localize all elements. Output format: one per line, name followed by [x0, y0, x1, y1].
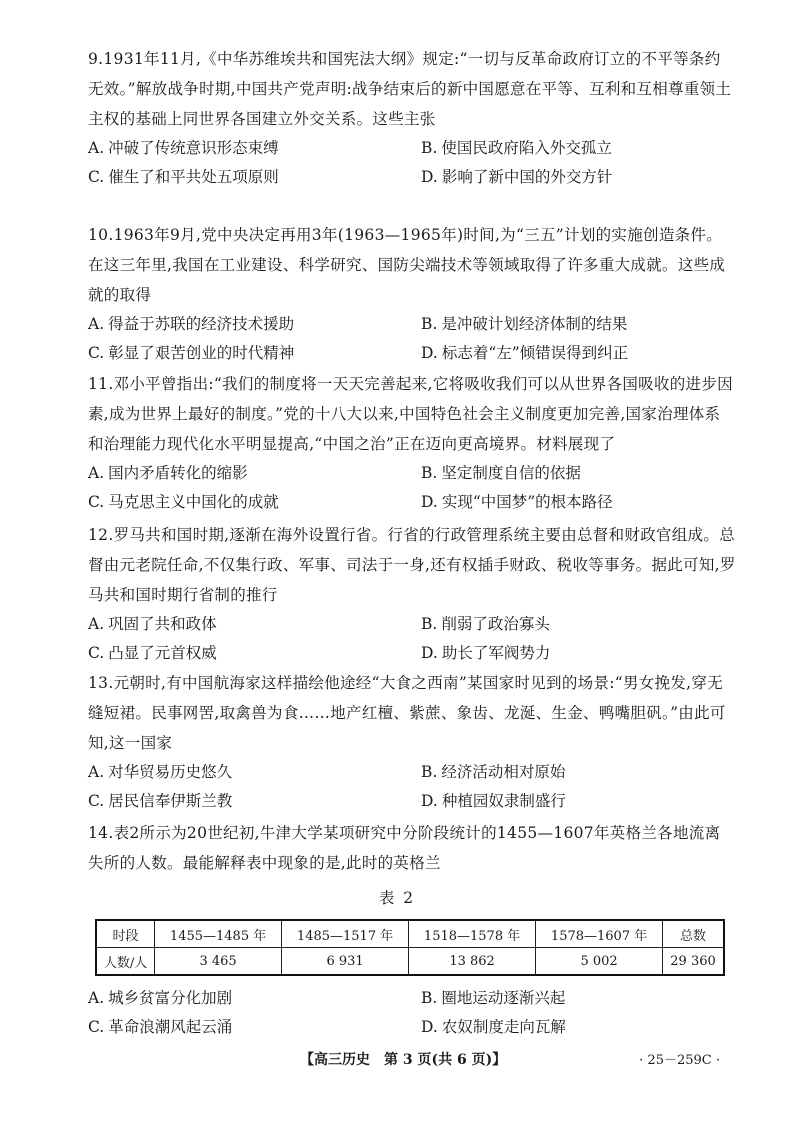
option-label: A. — [88, 989, 105, 1007]
table-header-cell: 1485—1517 年 — [282, 920, 409, 948]
option-text: 居民信奉伊斯兰教 — [108, 792, 233, 810]
question-number: 9. — [88, 50, 104, 68]
option-label: A. — [88, 315, 105, 333]
option-text: 经济活动相对原始 — [441, 763, 566, 781]
option-text: 坚定制度自信的依据 — [441, 464, 581, 482]
question-text: 邓小平曾指出:“我们的制度将一天天完善起来,它将吸收我们可以从世界各国吸收的进步因素,成为世界上最好的制度。”党的十八大以来,中国特色社会主义制度更加完善,国家治理体系和治理能力现代化水平明显提高,“中国之治”正在迈向更高境界。材料展现了 — [88, 375, 733, 453]
option-text: 削弱了政治寡头 — [441, 615, 550, 633]
option-label: C. — [88, 493, 105, 511]
option-a — [88, 758, 232, 787]
option-c — [88, 163, 279, 192]
option-b — [421, 310, 627, 339]
table-cell: 3 465 — [155, 948, 282, 976]
option-label: D. — [421, 1018, 438, 1036]
table-cell: 13 862 — [409, 948, 536, 976]
option-a — [88, 984, 232, 1013]
question-11 — [88, 369, 736, 517]
option-b — [421, 984, 565, 1013]
question-13 — [88, 668, 736, 816]
option-label: D. — [421, 644, 438, 662]
question-text: 1963年9月,党中央决定再用3年(1963—1965年)时间,为“三五”计划的实施创造条件。在这三年里,我国在工业建设、科学研究、国防尖端技术等领域取得了许多重大成就。这些成就的取得 — [88, 226, 726, 304]
option-d — [421, 639, 550, 668]
question-stem — [88, 220, 736, 310]
option-text: 是冲破计划经济体制的结果 — [441, 315, 628, 333]
option-b — [421, 134, 612, 163]
table-cell: 29 360 — [663, 948, 724, 976]
option-d — [421, 787, 566, 816]
option-b — [421, 459, 581, 488]
option-label: B. — [421, 315, 438, 333]
table-header-cell: 时段 — [96, 920, 155, 948]
question-9 — [88, 44, 736, 192]
option-b — [421, 610, 550, 639]
question-10 — [88, 220, 736, 368]
option-c — [88, 1013, 232, 1042]
question-number: 10. — [88, 226, 114, 244]
question-stem — [88, 818, 736, 878]
option-text: 使国民政府陷入外交孤立 — [441, 139, 612, 157]
option-text: 革命浪潮风起云涌 — [108, 1018, 233, 1036]
question-text: 元朝时,有中国航海家这样描绘他途经“大食之西南”某国家时见到的场景:“男女挽发,穿无缝短裙。民事网罟,取禽兽为食……地产红檀、紫蔗、象齿、龙涎、生金、鸭嘴胆矾。”由此可知,这一国家 — [88, 674, 726, 752]
option-c — [88, 488, 279, 517]
option-label: C. — [88, 1018, 105, 1036]
option-label: D. — [421, 493, 438, 511]
option-label: C. — [88, 792, 105, 810]
option-a — [88, 610, 217, 639]
question-stem — [88, 369, 736, 459]
option-text: 助长了军阀势力 — [441, 644, 551, 662]
table-header-cell: 1455—1485 年 — [155, 920, 282, 948]
table-cell: 5 002 — [536, 948, 663, 976]
option-text: 彰显了艰苦创业的时代精神 — [108, 344, 295, 362]
page-footer-info: 【高三历史 第 3 页(共 6 页)】 — [300, 1052, 507, 1068]
option-label: A. — [88, 763, 105, 781]
question-14-options — [88, 984, 736, 1042]
option-label: A. — [88, 615, 105, 633]
options — [88, 310, 736, 368]
table-cell: 人数/人 — [96, 948, 155, 976]
option-label: B. — [421, 464, 438, 482]
option-label: C. — [88, 344, 105, 362]
option-d — [421, 339, 628, 368]
option-text: 圈地运动逐渐兴起 — [441, 989, 566, 1007]
options — [88, 984, 736, 1042]
question-14 — [88, 818, 736, 878]
option-label: B. — [421, 615, 438, 633]
option-text: 凸显了元首权威 — [108, 644, 217, 662]
table-header-cell: 1578—1607 年 — [536, 920, 663, 948]
table-caption: 表 2 — [378, 889, 416, 907]
options — [88, 459, 736, 517]
option-c — [88, 787, 232, 816]
question-stem — [88, 668, 736, 758]
table-header-cell: 1518—1578 年 — [409, 920, 536, 948]
option-a — [88, 134, 279, 163]
option-label: C. — [88, 644, 105, 662]
option-text: 马克思主义中国化的成就 — [108, 493, 279, 511]
option-text: 国内矛盾转化的缩影 — [108, 464, 248, 482]
option-label: C. — [88, 168, 105, 186]
option-c — [88, 639, 217, 668]
option-text: 影响了新中国的外交方针 — [441, 168, 613, 186]
question-text: 表2所示为20世纪初,牛津大学某项研究中分阶段统计的1455—1607年英格兰各地流离失所的人数。最能解释表中现象的是,此时的英格兰 — [88, 824, 721, 872]
option-text: 巩固了共和政体 — [108, 615, 217, 633]
question-number: 13. — [88, 674, 114, 692]
option-text: 催生了和平共处五项原则 — [108, 168, 279, 186]
option-c — [88, 339, 294, 368]
option-label: D. — [421, 168, 438, 186]
table-header-cell: 总数 — [663, 920, 724, 948]
option-d — [421, 163, 612, 192]
question-text: 1931年11月,《中华苏维埃共和国宪法大纲》规定:“一切与反革命政府订立的不平等条约无效。”解放战争时期,中国共产党声明:战争结束后的新中国愿意在平等、互利和互相尊重领土主权的基础上同世界各国建立外交关系。这些主张 — [88, 50, 732, 128]
option-text: 对华贸易历史悠久 — [108, 763, 233, 781]
question-number: 14. — [88, 824, 114, 842]
option-text: 农奴制度走向瓦解 — [441, 1018, 566, 1036]
table-header-row — [96, 920, 724, 948]
question-stem — [88, 44, 736, 134]
options — [88, 758, 736, 816]
table-cell: 6 931 — [282, 948, 409, 976]
option-text: 得益于苏联的经济技术援助 — [108, 315, 295, 333]
question-stem — [88, 520, 736, 610]
table-row — [96, 948, 724, 976]
option-text: 标志着“左”倾错误得到纠正 — [441, 344, 629, 362]
option-d — [421, 488, 613, 517]
question-text: 罗马共和国时期,逐渐在海外设置行省。行省的行政管理系统主要由总督和财政官组成。总督由元老院任命,不仅集行政、军事、司法于一身,还有权插手财政、税收等事务。据此可知,罗马共和国时期行省制的推行 — [88, 526, 736, 604]
option-text: 城乡贫富分化加剧 — [108, 989, 233, 1007]
question-number: 11. — [88, 375, 114, 393]
options — [88, 134, 736, 192]
option-b — [421, 758, 565, 787]
option-label: A. — [88, 139, 105, 157]
paper-code: · 25－259C · — [639, 1053, 720, 1068]
table-2 — [95, 919, 725, 976]
option-text: 冲破了传统意识形态束缚 — [108, 139, 279, 157]
option-label: D. — [421, 344, 438, 362]
options — [88, 610, 736, 668]
option-d — [421, 1013, 566, 1042]
option-label: B. — [421, 989, 438, 1007]
option-label: D. — [421, 792, 438, 810]
question-12 — [88, 520, 736, 668]
option-label: B. — [421, 763, 438, 781]
option-a — [88, 459, 248, 488]
option-a — [88, 310, 294, 339]
option-label: B. — [421, 139, 438, 157]
option-text: 实现“中国梦”的根本路径 — [441, 493, 613, 511]
question-number: 12. — [88, 526, 114, 544]
option-label: A. — [88, 464, 105, 482]
option-text: 种植园奴隶制盛行 — [441, 792, 566, 810]
